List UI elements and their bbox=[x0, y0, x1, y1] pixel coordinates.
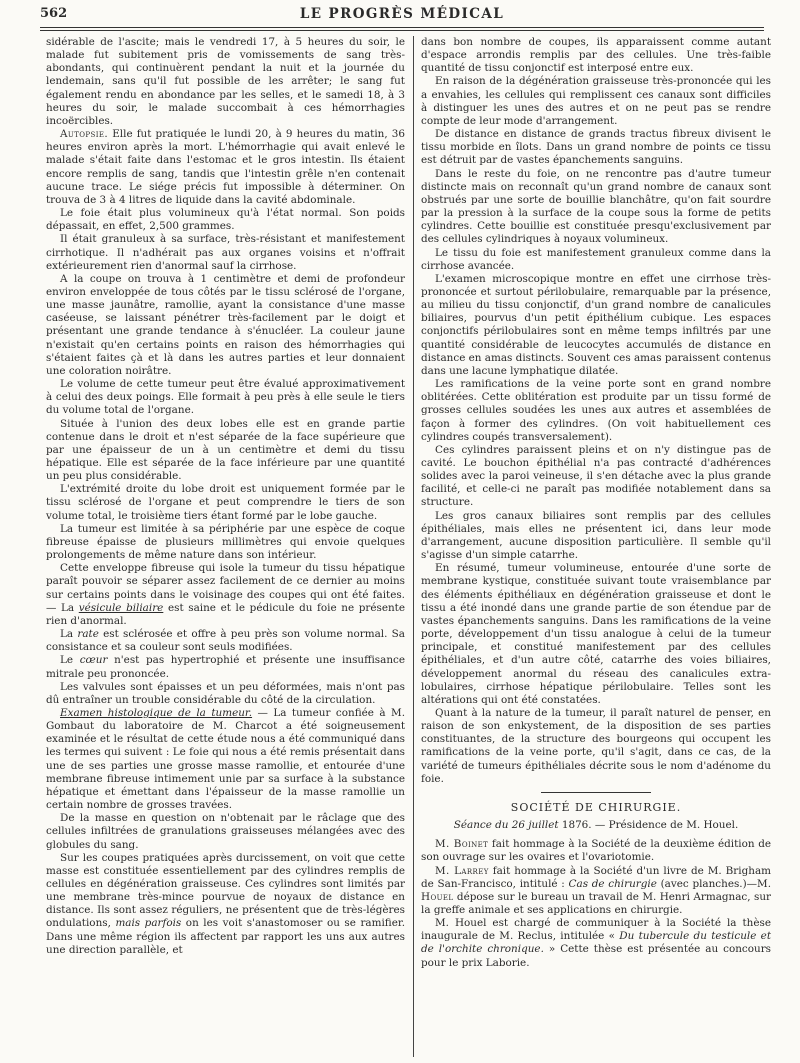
emphasis: mais parfois bbox=[115, 917, 182, 930]
text-run: fait hommage à la Société de la deuxième édition de son ouvrage sur les ovaires et l'ovariotomie. bbox=[421, 838, 772, 864]
text-run: M. Houel est chargé de communiquer à la Société la thèse inaugurale de M. Reclus, intitulée « bbox=[421, 917, 771, 943]
text-run: La bbox=[60, 628, 78, 641]
header-rule-double bbox=[40, 30, 764, 31]
paragraph: L'examen microscopique montre en effet une cirrhose très-prononcée et surtout périlobulaire, remarquable par la présence, au milieu du tissu conjonctif, d'un grand nombre de canalicules biliaires, pourvus d'un petit épithélium cubique. Les espaces conjonctifs périlobulaires sont en même temps infiltrés par une quantité considérable de leucocytes accumulés de distance en distance en amas distincts. Souvent ces amas paraissent contenus dans une lacune lymphatique dilatée. bbox=[421, 272, 771, 377]
left-column bbox=[46, 36, 405, 957]
paragraph: dans bon nombre de coupes, ils apparaissent comme autant d'espace arrondis remplis par des cellules. Une très-faible quantité de tissu conjonctif est interposé entre eux. bbox=[421, 36, 771, 75]
paragraph: La tumeur est limitée à sa périphérie par une espèce de coque fibreuse épaisse de plusieurs millimètres qui envoie quelques prolongements de même nature dans son intérieur. bbox=[46, 522, 405, 562]
section-divider bbox=[541, 792, 651, 793]
person-name: M. Boinet bbox=[435, 838, 489, 851]
paragraph: Le foie était plus volumineux qu'à l'état normal. Son poids dépassait, en effet, 2,500 grammes. bbox=[46, 207, 405, 233]
autopsie-label: Autopsie. bbox=[60, 128, 109, 141]
subheading: Examen histologique de la tumeur. bbox=[60, 706, 253, 719]
text-run: » Cette thèse est présentée au concours pour le prix Laborie. bbox=[421, 943, 771, 969]
text-run: Le bbox=[60, 654, 80, 667]
paragraph bbox=[46, 628, 405, 654]
paragraph: Il était granuleux à sa surface, très-résistant et manifestement cirrhotique. Il n'adhérait pas aux organes voisins et n'offrait extérieurement rien d'anormal sauf la cirrhose. bbox=[46, 233, 405, 272]
text-run: n'est pas hypertrophié et présente une insuffisance mitrale peu prononcée. bbox=[46, 654, 405, 680]
paragraph: Le tissu du foie est manifestement granuleux comme dans la cirrhose avancée. bbox=[421, 246, 771, 272]
text-run: dépose sur le bureau un travail de M. Henri Armagnac, sur la greffe animale et ses applications en chirurgie. bbox=[421, 890, 771, 916]
paragraph bbox=[421, 917, 771, 970]
seance-presidence: 1876. — Présidence de M. Houel. bbox=[558, 819, 739, 832]
column-divider bbox=[413, 36, 414, 1057]
paragraph: Le volume de cette tumeur peut être évalué approximativement à celui des deux poings. Elle formait à peu près à elle seule le tiers du volume total de l'organe. bbox=[46, 378, 405, 417]
text-run: Sur les coupes pratiquées après durcissement, on voit que cette masse est constituée essentiellement par des cylindres remplis de cellules en dégénération graisseuse. Ces cylindres sont limités par une membrane très-mince pourvue de noyaux de distance en distance. Ils sont assez réguliers, ne présentent que de très-légères ondulations, bbox=[46, 851, 405, 930]
running-title: LE PROGRÈS MÉDICAL bbox=[299, 6, 505, 22]
emphasis: Du tubercule du testicule et de l'orchite chronique. bbox=[421, 930, 771, 956]
text-run: fait hommage à la Société d'un livre de M. Brigham de San-Francisco, intitulé : bbox=[421, 864, 771, 890]
paragraph bbox=[421, 865, 771, 918]
emphasis: vésicule biliaire bbox=[78, 601, 164, 614]
person-name: M. Larrey bbox=[435, 864, 489, 877]
text-run: on les voit s'anastomoser ou se ramifier. Dans une même région ils affectent par rapport les uns aux autres une direction parallèle, et bbox=[46, 917, 406, 956]
paragraph: Dans le reste du foie, on ne rencontre pas d'autre tumeur distincte mais on reconnaît qu'un grand nombre de canaux sont obstrués par une sorte de bouillie blanchâtre, qu'on fait sourdre par la pression à la surface de la coupe sous la forme de petits cylindres. Cette bouillie est constituée presqu'exclusivement par des cellules cylindriques à noyaux volumineux. bbox=[421, 167, 771, 246]
right-column bbox=[421, 36, 771, 970]
emphasis: rate bbox=[77, 628, 99, 641]
emphasis: Cas de chirurgie bbox=[568, 877, 657, 890]
paragraph: Les ramifications de la veine porte sont en grand nombre oblitérées. Cette oblitération est produite par un tissu formé de grosses cellules soudées les unes aux autres et assemblées de façon à former des cylindres. (On voit habituellement ces cylindres coupés transversalement). bbox=[421, 378, 771, 443]
page-number: 562 bbox=[40, 6, 68, 21]
paragraph: De la masse en question on n'obtenait par le râclage que des cellules infiltrées de granulations graisseuses mélangées avec des globules du sang. bbox=[46, 812, 405, 851]
person-name: Houel bbox=[421, 890, 454, 903]
section-title: SOCIÉTÉ DE CHIRURGIE. bbox=[510, 800, 682, 814]
paragraph bbox=[421, 838, 771, 864]
autopsie-text: Elle fut pratiquée le lundi 20, à 9 heures du matin, 36 heures environ après la mort. L'hémorrhagie qui avait enlevé le malade s'était faite dans l'estomac et le gros intestin. Ils étaient encore remplis de sang, tandis que l'intestin grêle n'en contenait aucune trace. Le siége précis fut impossible à déterminer. On trouva de 3 à 4 litres de liquide dans la cavité abdominale. bbox=[46, 128, 405, 206]
text-run: Cette enveloppe fibreuse qui isole la tumeur du tissu hépatique paraît pouvoir se séparer assez facilement de ce dernier au moins sur certains points dans le voisinage des coupes qui ont été faites. — La bbox=[46, 562, 405, 614]
paragraph: De distance en distance de grands tractus fibreux divisent le tissu morbide en îlots. Dans un grand nombre de points ce tissu est détruit par de vastes épanchements sanguins. bbox=[421, 128, 771, 167]
paragraph: Ces cylindres paraissent pleins et on n'y distingue pas de cavité. Le bouchon épithélial n'a pas contracté d'adhérences solides avec la paroi veineuse, il s'en détache avec la plus grande facilité, et celle-ci ne paraît pas modifiée notablement dans sa structure. bbox=[421, 443, 771, 509]
seance-line bbox=[421, 819, 771, 832]
paragraph: Les gros canaux biliaires sont remplis par des cellules épithéliales, mais elles ne présentent ici, dans leur mode d'arrangement, aucune disposition particulière. Il semble qu'il s'agisse d'un simple catarrhe. bbox=[421, 509, 771, 562]
paragraph bbox=[46, 654, 405, 680]
paragraph: Quant à la nature de la tumeur, il paraît naturel de penser, en raison de son enkystement, de la disposition de ses parties constituantes, de la structure des bourgeons qui occupent les ramifications de la veine porte, qu'il s'agit, dans ce cas, de la variété de tumeurs épithéliales décrite sous le nom d'adénome du foie. bbox=[421, 706, 771, 785]
paragraph: Les valvules sont épaisses et un peu déformées, mais n'ont pas dû entraîner un trouble considérable du côté de la circulation. bbox=[46, 680, 405, 706]
text-run: (avec planches.)—M. bbox=[656, 877, 771, 890]
text-run: est saine et le pédicule du foie ne présente rien d'anormal. bbox=[46, 601, 406, 627]
page-header bbox=[40, 6, 764, 24]
paragraph-examen bbox=[46, 707, 405, 812]
paragraph: Située à l'union des deux lobes elle est en grande partie contenue dans le droit et n'est séparée de la face supérieure que par une épaisseur de un à un centimètre et demi du tissu hépatique. Elle est séparée de la face inférieure par une quantité un peu plus considérable. bbox=[46, 417, 405, 483]
paragraph bbox=[46, 852, 405, 957]
paragraph-autopsie bbox=[46, 128, 405, 207]
paragraph bbox=[46, 562, 405, 628]
paragraph: En raison de la dégénération graisseuse très-prononcée qui les a envahies, les cellules qui remplissent ces canaux sont difficiles à distinguer les unes des autres et on ne peut pas se rendre compte de leur mode d'arrangement. bbox=[421, 75, 771, 127]
header-rule bbox=[40, 27, 764, 28]
paragraph: sidérable de l'ascite; mais le vendredi 17, à 5 heures du soir, le malade fut subitement pris de vomissements de sang très-abondants, qui continuèrent pendant la nuit et la journée du lendemain, sans qu'il fut possible de les arrêter; le sang fut également rendu en abondance par les selles, et le samedi 18, à 3 heures du soir, le malade succombait à ces hémorrhagies incoërcibles. bbox=[46, 36, 405, 127]
text-run: est sclérosée et offre à peu près son volume normal. Sa consistance et sa couleur sont seuls modifiées. bbox=[46, 628, 405, 654]
paragraph: L'extrémité droite du lobe droit est uniquement formée par le tissu sclérosé de l'organe et peut comprendre le tiers de son volume total, le troisième tiers étant formé par le lobe gauche. bbox=[46, 483, 405, 522]
emphasis: cœur bbox=[79, 654, 108, 667]
text-run: — La tumeur confiée à M. Gombaut du laboratoire de M. Charcot a été soigneusement examinée et le résultat de cette étude nous a été communiqué dans les termes qui suivent : Le foie qui nous a été remis présentait dans une de ses parties une grosse masse ramollie, et entourée d'une membrane fibreuse intimement unie par sa surface à la substance hépatique et émettant dans l'épaisseur de la masse ramollie un certain nombre de grosses travées. bbox=[46, 706, 405, 812]
paragraph: En résumé, tumeur volumineuse, entourée d'une sorte de membrane kystique, constituée suivant toute vraisemblance par des éléments épithéliaux en dégénération graisseuse et dont le tissu a été inondé dans une grande partie de son étendue par de vastes épanchements sanguins. Dans les ramifications de la veine porte, développement d'un tissu analogue à celui de la tumeur principale, et constitué manifestement par des cellules épithéliales, et d'un autre côté, catarrhe des voies biliaires, développement anormal du réseau des canalicules extra-lobulaires, cirrhose hépatique périlobulaire. Telles sont les altérations qui ont été constatées. bbox=[421, 562, 771, 706]
seance-date: Séance du 26 juillet bbox=[453, 819, 559, 832]
paragraph: A la coupe on trouva à 1 centimètre et demi de profondeur environ enveloppée de tous côtés par le tissu sclérosé de l'organe, une masse jaunâtre, ramollie, ayant la consistance d'une masse caséeuse, se laissant pénétrer très-facilement par le doigt et présentant une grande tendance à s'énucléer. La couleur jaune n'existait qu'en certains points en raison des hémorrhagies qui s'étaient faites çà et là dans les autres parties et leur donnaient une coloration noirâtre. bbox=[46, 272, 405, 377]
